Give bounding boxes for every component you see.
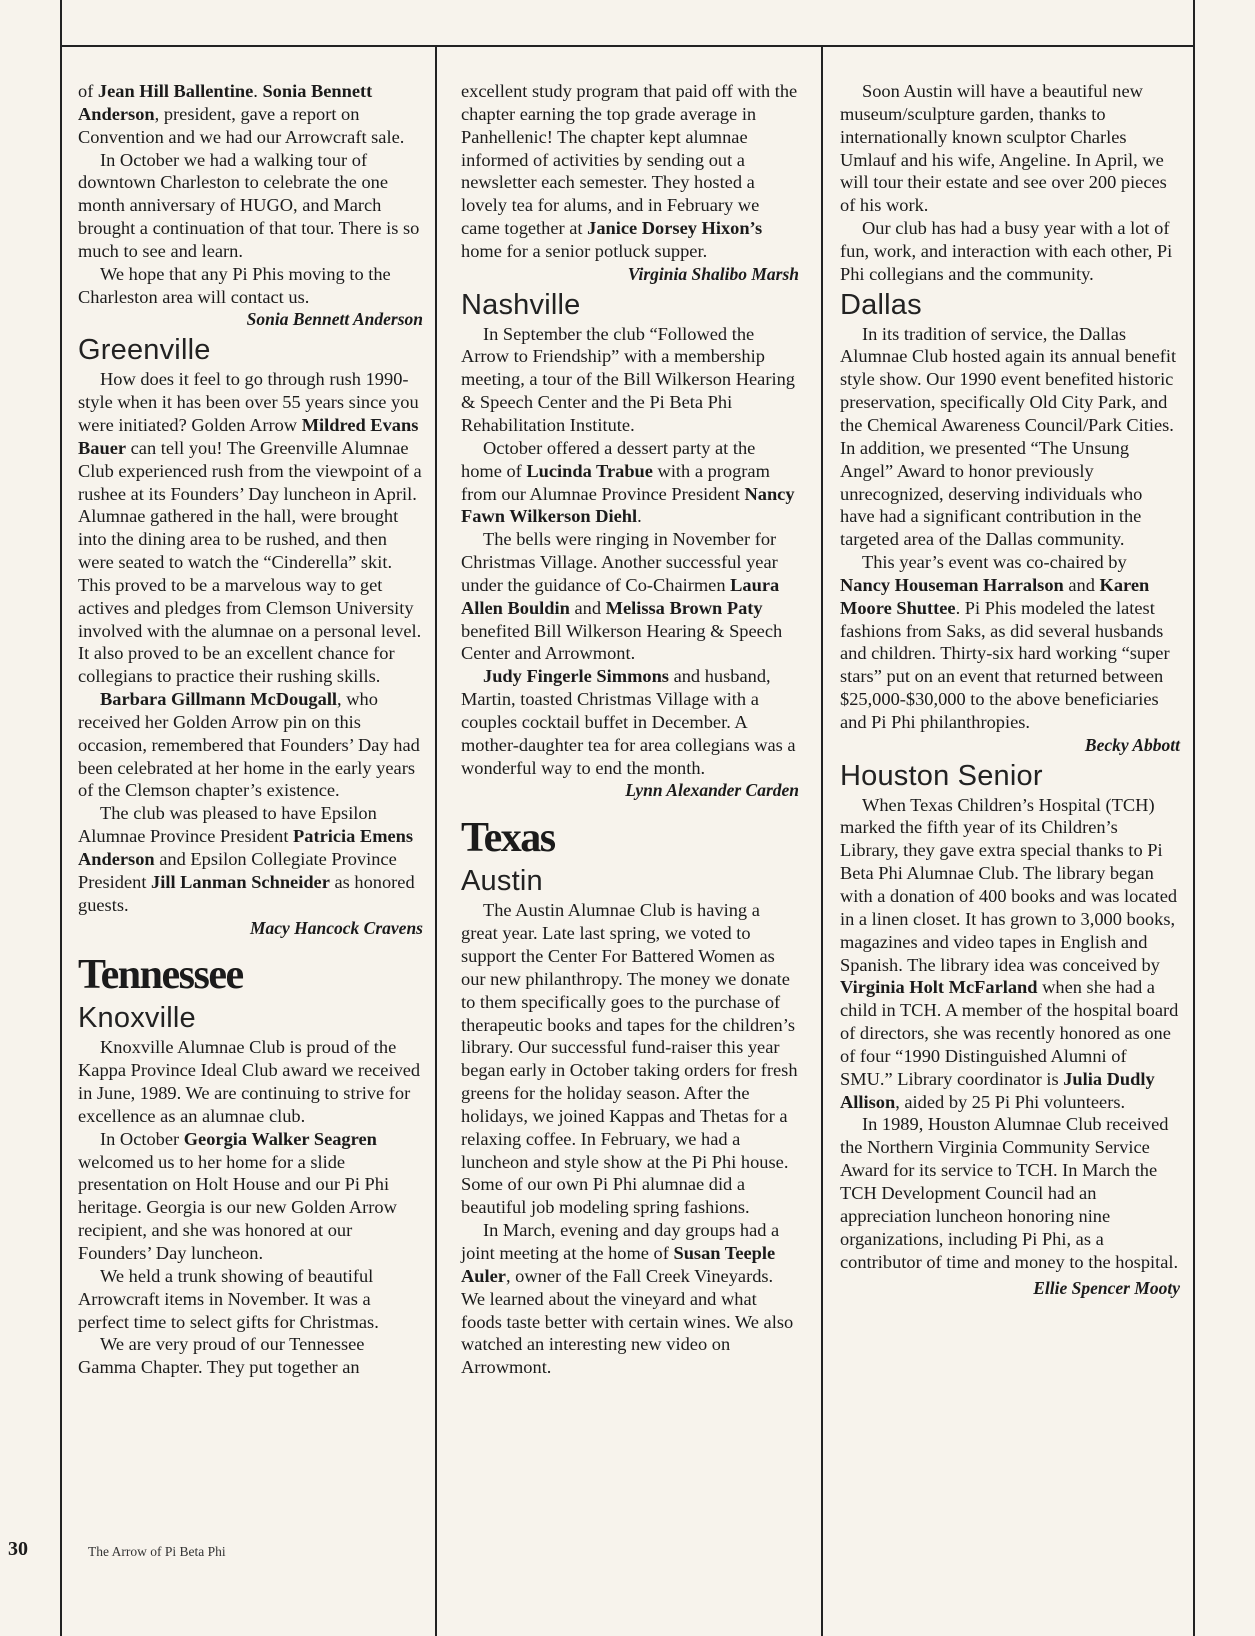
paragraph: The club was pleased to have Epsilon Alumnae Province President Patricia Emens Anderson and Epsilon Collegiate Province President Jill Lanman Schneider as honored guests. bbox=[78, 803, 415, 915]
page-number: 30 bbox=[8, 1538, 28, 1560]
paragraph: Barbara Gillmann McDougall, who received her Golden Arrow pin on this occasion, remembered that Founders’ Day had been celebrated at her home in the early years of the Clemson chapter’s existence. bbox=[78, 689, 420, 801]
bold-name: Jill Lanman Schneider bbox=[151, 871, 330, 892]
paragraph: In its tradition of service, the Dallas Alumnae Club hosted again its annual benefit style show. Our 1990 event benefited historic preservation, specifically Old City Park, and the Chemical Awareness Council/Park Cities. In addition, we presented “The Unsung Angel” Award to honor previously unrecognized, deserving individuals who have had a significant contribution in the targeted area of the Dallas community. bbox=[840, 323, 1177, 550]
paragraph: In 1989, Houston Alumnae Club received the Northern Virginia Community Service Award for its service to TCH. In March the TCH Development Council had an appreciation luncheon honoring nine organizations, including Pi Phi, as a contributor of time and money to the hospital. bbox=[840, 1114, 1179, 1272]
bold-name: Nancy Fawn Wilkerson Diehl bbox=[461, 483, 795, 527]
bold-name: Barbara Gillmann McDougall bbox=[100, 689, 338, 710]
byline: Lynn Alexander Carden bbox=[625, 780, 799, 801]
bold-name: Virginia Holt McFarland bbox=[840, 977, 1038, 998]
bold-name: Lucinda Trabue bbox=[526, 460, 653, 481]
byline: Becky Abbott bbox=[1084, 734, 1180, 755]
bold-name: Janice Dorsey Hixon’s bbox=[587, 218, 763, 239]
byline: Sonia Bennett Anderson bbox=[246, 309, 423, 330]
paragraph: Knoxville Alumnae Club is proud of the Kappa Province Ideal Club award we received in June, 1989. We are continuing to strive for excellence as an alumnae club. bbox=[78, 1037, 421, 1126]
paragraph: October offered a dessert party at the home of Lucinda Trabue with a program from our Alumnae Province President Nancy Fawn Wilkerson Diehl. bbox=[461, 437, 795, 527]
column-rule-left bbox=[60, 47, 62, 1636]
section-heading-houston-senior: Houston Senior bbox=[840, 759, 1043, 792]
column-2 bbox=[461, 80, 799, 1379]
paragraph: When Texas Children’s Hospital (TCH) marked the fifth year of its Children’s Library, they gave extra special thanks to Pi Beta Phi Alumnae Club. The library began with a donation of 400 books and was located in a linen closet. It has grown to 3,000 books, magazines and video tapes in English and Spanish. The library idea was conceived by Virginia Holt McFarland when she had a child in TCH. A member of the hospital board of directors, she was recently honored as one of four “1990 Distinguished Alumni of SMU.” Library coordinator is Julia Dudly Allison, aided by 25 Pi Phi volunteers. bbox=[840, 794, 1179, 1112]
paragraph: This year’s event was co-chaired by Nancy Houseman Harralson and Karen Moore Shuttee. Pi Phis modeled the latest fashions from Saks, as did several husbands and children. Thirty-six hard working “super stars” put on an event that returned between $25,000-$30,000 to the above beneficiaries and Pi Phi philanthropies. bbox=[840, 552, 1170, 732]
section-heading-greenville: Greenville bbox=[78, 334, 211, 367]
paragraph: We are very proud of our Tennessee Gamma Chapter. They put together an bbox=[78, 1334, 365, 1378]
bold-name: Laura Allen Bouldin bbox=[461, 574, 780, 618]
section-heading-dallas: Dallas bbox=[840, 288, 922, 321]
column-rule-1 bbox=[435, 47, 437, 1636]
paragraph: excellent study program that paid off with the chapter earning the top grade average in Panhellenic! The chapter kept alumnae informed of activities by sending out a newsletter each semester. They hosted a lovely tea for alums, and in February we came together at Janice Dorsey Hixon’s home for a senior potluck supper. bbox=[461, 81, 798, 261]
paragraph: Judy Fingerle Simmons and husband, Martin, toasted Christmas Village with a couples cocktail buffet in December. A mother-daughter tea for area collegians was a wonderful way to end the month. bbox=[461, 666, 796, 778]
column-rule-right bbox=[1193, 47, 1195, 1636]
bold-name: Sonia Bennett Anderson bbox=[78, 81, 373, 124]
paragraph: of Jean Hill Ballentine. Sonia Bennett Anderson, president, gave a report on Convention and we had our Arrowcraft sale. bbox=[78, 81, 405, 147]
bold-name: Nancy Houseman Harralson bbox=[840, 574, 1064, 595]
paragraph: In October Georgia Walker Seagren welcomed us to her home for a slide presentation on Holt House and our Pi Phi heritage. Georgia is our new Golden Arrow recipient, and she was honored at our Founders’ Day luncheon. bbox=[78, 1128, 397, 1263]
bold-name: Julia Dudly Allison bbox=[840, 1068, 1155, 1112]
page-top-frame bbox=[60, 0, 1195, 47]
bold-name: Karen Moore Shuttee bbox=[840, 574, 1150, 618]
byline: Macy Hancock Cravens bbox=[249, 917, 423, 938]
byline: Ellie Spencer Mooty bbox=[1033, 1278, 1180, 1299]
bold-name: Mildred Evans Bauer bbox=[78, 414, 419, 458]
bold-name: Susan Teeple Auler bbox=[461, 1242, 776, 1286]
paragraph: In September the club “Followed the Arrow to Friendship” with a membership meeting, a tour of the Bill Wilkerson Hearing & Speech Center and the Pi Beta Phi Rehabilitation Institute. bbox=[461, 323, 795, 435]
paragraph: We hope that any Pi Phis moving to the Charleston area will contact us. bbox=[78, 263, 391, 307]
section-heading-austin: Austin bbox=[461, 865, 543, 898]
section-heading-nashville: Nashville bbox=[461, 288, 581, 321]
bold-name: Melissa Brown Paty bbox=[605, 597, 763, 618]
byline: Virginia Shalibo Marsh bbox=[627, 263, 799, 284]
state-heading-texas: Texas bbox=[461, 815, 555, 862]
section-heading-knoxville: Knoxville bbox=[78, 1002, 196, 1035]
paragraph: How does it feel to go through rush 1990-style when it has been over 55 years since you were initiated? Golden Arrow Mildred Evans Bauer can tell you! The Greenville Alumnae Club experienced rush from the viewpoint of a rushee at its Founders’ Day luncheon in April. Alumnae gathered in the hall, were brought into the dining area to be rushed, and then were seated to watch the “Cinderella” skit. This proved to be a marvelous way to get actives and pledges from Clemson University involved with the alumnae on a personal level. It also proved to be an excellent chance for collegians to practice their rushing skills. bbox=[78, 369, 422, 687]
paragraph: The Austin Alumnae Club is having a great year. Late last spring, we voted to support the Center For Battered Women as our new philanthropy. The money we donate to them specifically goes to the purchase of therapeutic books and tapes for the children’s library. Our successful fund-raiser this year began early in October taking orders for fresh greens for the holiday season. After the holidays, we joined Kappas and Thetas for a relaxing coffee. In February, we had a luncheon and style show at the Pi Phi house. Some of our own Pi Phi alumnae did a beautiful job modeling spring fashions. bbox=[461, 900, 798, 1218]
bold-name: Jean Hill Ballentine bbox=[97, 81, 254, 101]
state-heading-tennessee: Tennessee bbox=[78, 952, 243, 999]
bold-name: Judy Fingerle Simmons bbox=[483, 666, 669, 687]
column-rule-2 bbox=[821, 47, 823, 1636]
bold-name: Patricia Emens Anderson bbox=[78, 826, 414, 869]
bold-name: Georgia Walker Seagren bbox=[183, 1128, 377, 1149]
paragraph: Soon Austin will have a beautiful new museum/sculpture garden, thanks to internationally known sculptor Charles Umlauf and his wife, Angeline. In April, we will tour their estate and see over 200 pieces of his work. bbox=[840, 81, 1167, 216]
column-1 bbox=[78, 80, 423, 1379]
column-3 bbox=[840, 80, 1180, 1300]
running-footer: The Arrow of Pi Beta Phi bbox=[88, 1544, 226, 1559]
paragraph: In October we had a walking tour of downtown Charleston to celebrate the one month anniversary of HUGO, and March brought a continuation of that tour. There is so much to see and learn. bbox=[78, 149, 420, 261]
paragraph: The bells were ringing in November for Christmas Village. Another successful year under the guidance of Co-Chairmen Laura Allen Bouldin and Melissa Brown Paty benefited Bill Wilkerson Hearing & Speech Center and Arrowmont. bbox=[461, 529, 783, 664]
paragraph: Our club has had a busy year with a lot of fun, work, and interaction with each other, Pi Phi collegians and the community. bbox=[840, 218, 1173, 284]
paragraph: In March, evening and day groups had a joint meeting at the home of Susan Teeple Auler, owner of the Fall Creek Vineyards. We learned about the vineyard and what foods taste better with certain wines. We also watched an interesting new video on Arrowmont. bbox=[461, 1220, 794, 1378]
paragraph: We held a trunk showing of beautiful Arrowcraft items in November. It was a perfect time to select gifts for Christmas. bbox=[78, 1265, 379, 1332]
